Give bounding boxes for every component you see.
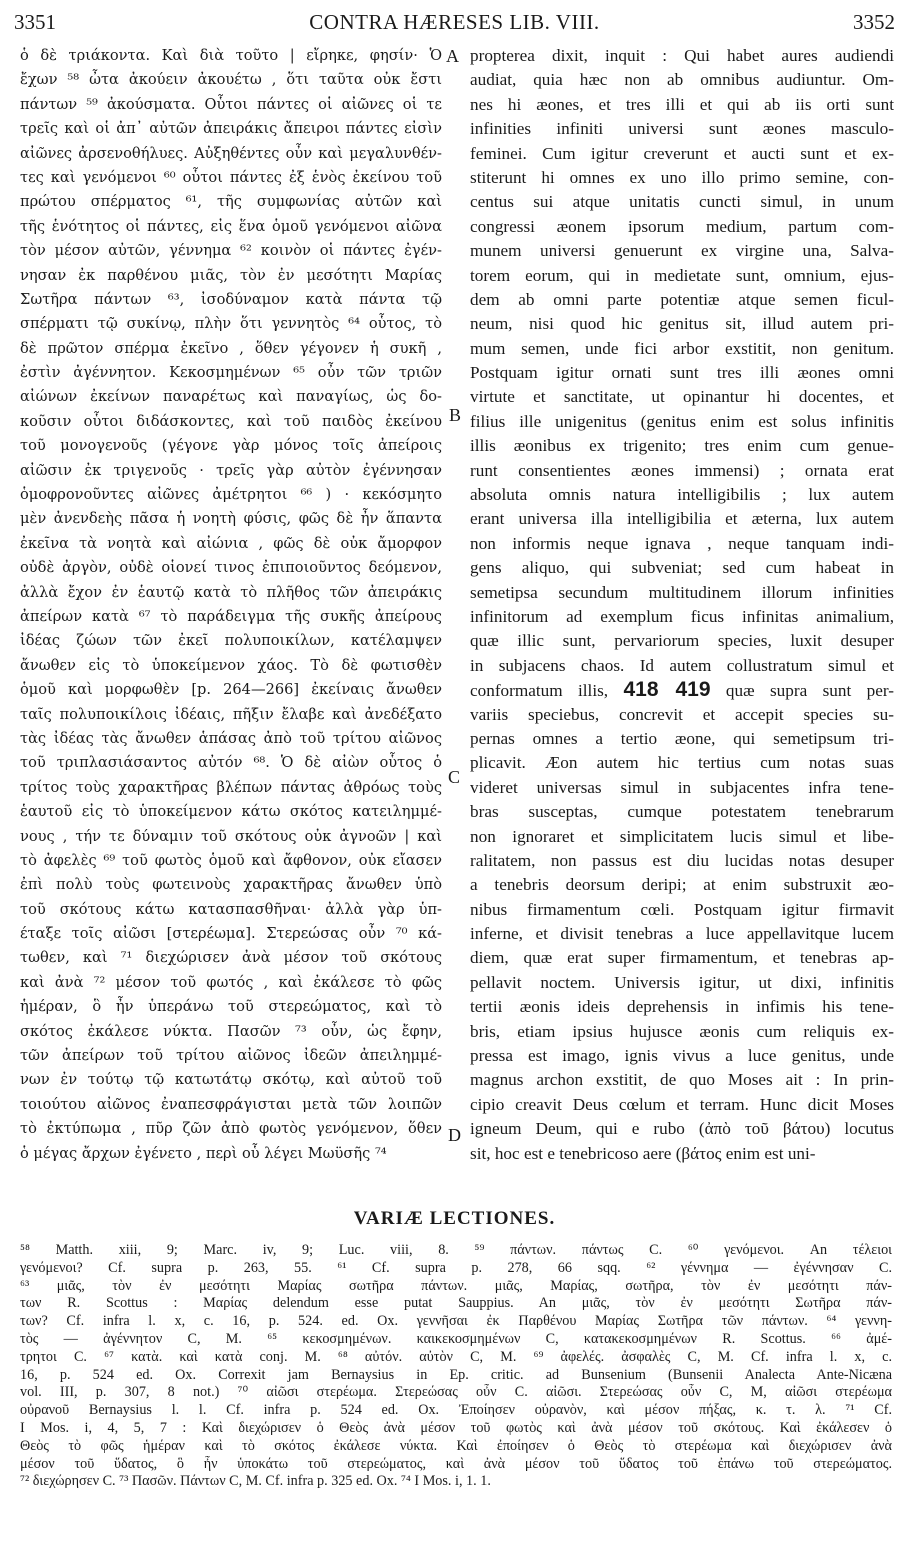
latin-text-line: inferne, et divisit tenebras a luce appellavitque lucem: [470, 924, 894, 944]
variant-note-line: των? Cf. infra l. x, c. 16, p. 524. ed. Ox. γεννῆσαι ἐκ Παρθένου Μαρίας Σωτῆρα τῶν πάντων. ⁶⁴ γεννη-: [20, 1313, 892, 1330]
greek-text-line: νων ἐν τούτῳ τῷ κατωτάτῳ σκότῳ, καὶ αὐτοῦ τοῦ: [20, 1071, 442, 1089]
latin-text-line: quæ illic sunt, pervariorum species, luxit desuper: [470, 631, 894, 651]
greek-text-line: τωθεν, καὶ ⁷¹ διεχώρισεν ἀνὰ μέσον τοῦ σκότους: [20, 949, 442, 967]
greek-text-line: έταξε τοῖς αἰῶσι [στερέωμα]. Στερεώσας οὖν ⁷⁰ κά-: [20, 925, 442, 943]
variae-lectiones-title: VARIÆ LECTIONES.: [353, 1208, 556, 1229]
greek-text-line: τοῦ τριπλασιάσαντος αὐτόν ⁶⁸. Ὁ δὲ αἰὼν οὗτος ὁ: [20, 754, 442, 772]
variant-note-line: vol. III, p. 307, 8 not.) ⁷⁰ αἰῶσι στερέωμα. Στερεώσας οὖν C. αἰῶσι. Στερεώσας οὖν C, M, αἰῶσι στερέωμα: [20, 1384, 892, 1401]
latin-text-line: semetipsa secundum multitudinem illorum infinities: [470, 582, 894, 602]
latin-text-line: variis speciebus, concrevit et accepit species su-: [470, 704, 894, 724]
latin-text-line: infinities infiniti universi sunt æones masculo-: [470, 119, 894, 139]
column-marker-d: D: [448, 1125, 461, 1145]
greek-text-line: τὸ ἐκτύπωμα , πῦρ ζῶν ἀπὸ φωτὸς γενόμενον, ὅθεν: [20, 1120, 442, 1138]
latin-text-line: audiat, quia hæc non ab omnibus audiuntur. Om-: [470, 70, 894, 90]
latin-text-column: [470, 44, 894, 1184]
greek-text-line: τρίτος τοὺς χαρακτῆρας βλέπων πάντας ἀθρόως τοὺς: [20, 778, 442, 796]
latin-text-line: centus sui atque unitatis cuncti simul, in unum: [470, 192, 894, 212]
running-title: CONTRA HÆRESES LIB. VIII.: [309, 10, 600, 34]
greek-text-line: Σωτῆρα πάντων ⁶³, ἰσοδύναμον κατὰ πάντα τῷ: [20, 290, 442, 308]
latin-text-line: Postquam igitur ornati sunt tres illi æones omni: [470, 363, 894, 383]
latin-text-line: igneum Deum, qui e rubo (ἀπὸ τοῦ βάτου) locutus: [470, 1119, 894, 1139]
latin-text-line: congressi æonem ipsorum medium, partum com-: [470, 216, 894, 236]
variant-note-line: I Mos. i, 4, 5, 7 : Καὶ διεχώρισεν ὁ Θεὸς ἀνὰ μέσον τοῦ φωτὸς καὶ ἀνὰ μέσον τοῦ σκότους. Καὶ ἐκάλεσεν ὁ: [20, 1419, 892, 1436]
column-marker-b: B: [449, 405, 462, 425]
page-number-right: 3352: [853, 10, 895, 34]
greek-text-line: οὐδὲ ἀργὸν, οὐδὲ οἱονεί τινος ἐπιποιοῦντος δεόμενον,: [20, 559, 442, 577]
latin-text-line: absoluta omnis natura intelligibilis ; lux autem: [470, 485, 894, 505]
variant-note-line: Θεὸς τὸ φῶς ἡμέραν καὶ τὸ σκότος ἐκάλεσε νύκτα. Καὶ ἐποίησεν ὁ Θεὸς τὸ στερέωμα καὶ διεχώρισεν ἀνὰ: [20, 1437, 892, 1454]
greek-text-line: ἄνωθεν εἰς τὸ ὑποκείμενον χάος. Τὸ δὲ φωτισθὲν: [20, 656, 442, 674]
variant-note-line: των R. Scottus : Μαρίας delendum esse putat Sauppius. An μιᾶς, τὸν ἐν μεσότητι Σωτῆρα πάν-: [20, 1295, 892, 1312]
greek-text-line: νησαν ἐκ παρθένου μιᾶς, τὸν ἐν μεσότητι Μαρίας: [20, 266, 442, 284]
variae-lectiones-notes: [20, 1242, 892, 1491]
running-header: [14, 10, 895, 36]
greek-text-line: ἀπείρων κατὰ ⁶⁷ τὸ παράδειγμα τῆς συκῆς ἀπείρους: [20, 607, 442, 625]
greek-text-line: καὶ ἀνὰ ⁷² μέσον τοῦ φωτός , καὶ ἐκάλεσε τὸ φῶς: [20, 973, 442, 991]
latin-text-line: munem universi genuerunt ex virgine una, Salva-: [470, 241, 894, 261]
greek-text-line: ἐστὶν ἀγέννητον. Κεκοσμημένων ⁶⁵ οὖν τῶν τριῶν: [20, 364, 442, 382]
latin-text-line: infinitorum ad exemplum ficus infinitas animalium,: [470, 606, 894, 626]
latin-text-line: diem, quæ erat super firmamentum, et tenebras ap-: [470, 948, 894, 968]
latin-text-line: nes hi æones, et tres illi et qui ab iis orti sunt: [470, 94, 894, 114]
latin-text-line: pellavit noctem. Universis igitur, ut dixi, infinitis: [470, 972, 894, 992]
variant-note-line: οὐρανοῦ Bernaysius l. l. Cf. infra p. 524 ed. Ox. Ἐποίησεν οὐρανὸν, καὶ μέσον πήξας, κ. τ. λ. ⁷¹ Cf.: [20, 1402, 892, 1419]
variant-note-line: ⁵⁸ Matth. xiii, 9; Marc. iv, 9; Luc. viii, 8. ⁵⁹ πάντων. πάντως C. ⁶⁰ γενόμενοι. An τέλειοι: [20, 1242, 892, 1258]
greek-text-line: τῶν ἀπείρων τοῦ τρίτου αἰῶνος ἰδεῶν ἀπειλημμέ-: [20, 1047, 442, 1065]
greek-text-line: ἔχων ⁵⁸ ὦτα ἀκούειν ἀκουέτω , ὅτι ταῦτα οὐκ ἔστι: [20, 71, 442, 89]
greek-text-line: τοῦ σκότους κάτω κατασπασθῆναι· ἀλλὰ γὰρ ὑπ-: [20, 900, 442, 918]
latin-text-line: gens aliquo, qui subveniat; sed cum habeat in: [470, 558, 894, 578]
greek-text-line: ἐπὶ πολὺ τοὺς φωτεινοὺς χαρακτῆρας ἄνωθεν ὑπὸ: [20, 876, 442, 894]
variant-note-line: ⁷² διεχώρησεν C. ⁷³ Πασῶν. Πάντων C, M. Cf. infra p. 325 ed. Ox. ⁷⁴ I Mos. i, 1. 1.: [20, 1473, 491, 1490]
greek-text-line: τρεῖς καὶ οἱ ἀπ᾽ αὐτῶν ἀπειράκις ἄπειροι πάντες εἰσὶν: [20, 120, 442, 138]
greek-text-line: τὰς ἰδέας τὰς ἄνωθεν ἁπάσας ἀπὸ τοῦ τρίτου αἰῶνος: [20, 729, 442, 747]
column-marker-a: A: [446, 46, 459, 66]
greek-text-line: ἰδέας ζώων τῶν ἐκεῖ πολυποικίλων, κατέλαμψεν: [20, 632, 442, 650]
latin-text-line: cipio creavit Deus cœlum et terram. Hunc dicit Moses: [470, 1094, 894, 1114]
latin-text-line: pernas omnes a tertio æone, qui semetipsum tri-: [470, 728, 894, 748]
latin-text-line: filius ille unigenitus (genitus enim est solus infinitis: [470, 411, 894, 431]
greek-text-line: πάντων ⁵⁹ ἀκούσματα. Οὗτοι πάντες οἱ αἰῶνες οἱ τε: [20, 95, 442, 113]
greek-text-line: ταῖς πολυποικίλοις ἰδέαις, πῆξιν ἔλαβε καὶ ἀνεδέξατο: [20, 705, 442, 723]
greek-text-column: [20, 44, 442, 1184]
greek-text-line: ἀλλὰ ἔχον ἐν ἑαυτῷ κατὰ τὸ πλῆθος τῶν ἀπειράκις: [20, 583, 442, 601]
variant-note-line: 16, p. 524 ed. Ox. Correxit jam Bernaysius in Ep. critic. ad Bunsenium (Bunsenii Analecta Ante-Nicæna: [20, 1366, 892, 1383]
latin-text-line: bris, etiam ipsius hujusce æonis cum reliquis ex-: [470, 1021, 894, 1041]
greek-text-line: αἰῶνες ἀρσενοθήλυες. Αὐξηθέντες οὖν καὶ μεγαλυνθέν-: [20, 144, 442, 162]
latin-text-line: non ignoraret et simplicitatem lucis simul et libe-: [470, 826, 894, 846]
greek-text-line: μὲν ἀνενδεὴς πᾶσα ἡ νοητὴ φύσις, φῶς δὲ ἦν ἅπαντα: [20, 510, 442, 528]
latin-text-line: pressa est imago, ignis vivus a luce genitus, unde: [470, 1046, 894, 1066]
greek-text-line: αἰῶσιν ἐκ τριγενοῦς · τρεῖς γὰρ αὐτὸν ἐγέννησαν: [20, 461, 442, 479]
greek-text-line: κοῦσιν οὗτοι διδάσκοντες, καὶ τοῦ παιδὸς ἐκείνου: [20, 412, 442, 430]
greek-text-line: ὁ δὲ τριάκοντα. Καὶ διὰ τοῦτο | εἴρηκε, φησίν· Ὁ: [20, 47, 442, 64]
greek-text-line: σπέρματι τῷ συκίνῳ, πλὴν ὅτι γεννητὸς ⁶⁴ οὗτος, τὸ: [20, 315, 442, 333]
latin-text-line: feminei. Cum igitur creverunt et aucti sunt et ex-: [470, 143, 894, 163]
latin-text-line: neum, nisi quod hic genitus sit, illud autem pri-: [470, 314, 894, 334]
column-marker-c: C: [448, 767, 461, 787]
latin-text-line: plicavit. Æon autem hic tertius cum notas suas: [470, 753, 894, 773]
latin-text-line: in subjacens chaos. Id autem collustratum simul et: [470, 655, 894, 675]
variant-note-line: γενόμενοι? Cf. supra p. 263, 55. ⁶¹ Cf. supra p. 278, 66 sqq. ⁶² γέννημα — ἐγέννησαν C.: [20, 1259, 892, 1276]
greek-text-line: ὁ μέγας ἄρχων ἐγένετο , περὶ οὗ λέγει Μωϋσῆς ⁷⁴: [20, 1144, 387, 1162]
greek-text-line: τες καὶ γενόμενοι ⁶⁰ οὗτοι πάντες ἐξ ἑνὸς ἐκείνου τοῦ: [20, 168, 442, 186]
greek-text-line: σκότος ἐκάλεσε νύκτα. Πασῶν ⁷³ οὖν, ὡς ἔφην,: [20, 1022, 442, 1040]
greek-text-line: ἐκεῖνα τὰ νοητὰ καὶ αἰώνια , φῶς δὲ οὐκ ἄμορφον: [20, 534, 442, 552]
latin-text-line: a tenebris deorsum deripi; at enim substruxit æo-: [470, 875, 894, 895]
greek-text-line: τοῦ μονογενοῦς (γέγονε γὰρ μόνος τοῖς ἀπείροις: [20, 437, 442, 455]
latin-text-line: stiterunt hi omnes ex uno illo primo semine, con-: [470, 167, 894, 187]
greek-text-line: τὸ ἀφελὲς ⁶⁹ τοῦ φωτὸς ὁμοῦ καὶ ἄφθονον, οὐκ εἴασεν: [20, 851, 442, 869]
greek-text-line: τοιούτου αἰῶνος ἐναπεσφράγισται μετὰ τῶν λοιπῶν: [20, 1095, 442, 1113]
greek-text-line: ἡμέραν, ὃ ἦν ὑπεράνω τοῦ στερεώματος, καὶ τὸ: [20, 998, 442, 1016]
latin-text-line: sit, hoc est e tenebricoso aere (βάτος enim est uni-: [470, 1143, 816, 1163]
latin-text-line: propterea dixit, inquit : Qui habet aures audiendi: [470, 46, 894, 65]
variant-note-line: τρητοι C. ⁶⁷ κατὰ. καὶ κατὰ conj. M. ⁶⁸ αὐτόν. αὐτὸν C, M. ⁶⁹ ἀφελές. ἀσφαλὲς C, M. Cf. infra l. x, c.: [20, 1348, 892, 1365]
variant-note-line: τὸς — ἀγέννητον C, M. ⁶⁵ κεκοσμημένων. καικεκοσμημένων C, κατακεκοσμημένων R. Scottus. ⁶⁶ ἀμέ-: [20, 1330, 892, 1347]
greek-text-line: ἑαυτοῦ εἰς τὸ ὑποκείμενον κάτω σκότος κατειλημμέ-: [20, 803, 442, 821]
greek-text-line: τῆς ἑνότητος οἱ πάντες, εἰς ἕνα ὁμοῦ γενόμενοι αἰῶνα: [20, 217, 442, 235]
folio-marker: 418 419: [623, 678, 711, 702]
greek-text-line: τὸν μέσον αὐτῶν, γέννημα ⁶² κοινὸν οἱ πάντες ἐγέν-: [20, 242, 442, 260]
greek-text-line: δὲ πρῶτον σπέρμα ἐκεῖνο , ὅθεν γέγονεν ἡ συκῆ ,: [20, 339, 442, 357]
latin-text-line: runt consentientes æones immensi) ; ornata erat: [470, 460, 894, 480]
latin-text-line: conformatum illis, 418 419 quæ supra sunt per-: [470, 678, 894, 702]
latin-text-line: nibus firmamentum cœli. Postquam igitur firmavit: [470, 899, 894, 919]
latin-text-line: magnus archon exstitit, de quo Moses ait : In prin-: [470, 1070, 894, 1090]
greek-text-line: πρώτου σπέρματος ⁶¹, τῆς συμφωνίας αὐτῶν καὶ: [20, 193, 442, 211]
latin-text-line: mum semen, unde fici arbor exstitit, non genitum.: [470, 338, 894, 358]
latin-text-line: dem ab omni parte potentiæ atque semen ficul-: [470, 289, 894, 309]
latin-text-line: illis æonibus ex trigenito; tres enim cum genue-: [470, 436, 894, 456]
latin-text-line: ralitatem, non passus est diu lucidas notas desuper: [470, 850, 894, 870]
latin-text-line: non informis neque ignava , neque tanquam indi-: [470, 533, 894, 553]
greek-text-line: ὁμοφρονοῦντες αἰῶνες ἀμέτρητοι ⁶⁶ ) · κεκόσμητο: [20, 486, 442, 504]
variant-note-line: μέσον τοῦ ὕδατος, ὃ ἦν ὑποκάτω τοῦ στερεώματος, καὶ ἀνὰ μέσον τοῦ ὕδατος τοῦ ἐπάνω τοῦ στερεώματος.: [20, 1455, 892, 1472]
latin-text-line: videret universas simul in subjacentes infra tene-: [470, 777, 894, 797]
latin-text-line: torem eorum, qui in medietate sunt, omnium, ejus-: [470, 265, 894, 285]
page-number-left: 3351: [14, 10, 56, 34]
greek-text-line: αἰώνων ἐκείνων παναρέτως καὶ παναγίως, ὡς δο-: [20, 388, 442, 406]
latin-text-line: erant universa illa intelligibilia et æterna, lux autem: [470, 509, 894, 529]
latin-text-line: tertii æonis ideis deprehensis in infimis his tene-: [470, 997, 894, 1017]
variant-note-line: ⁶³ μιᾶς, τὸν ἐν μεσότητι Μαρίας σωτῆρα πάντων. μιᾶς, Μαρίας, σωτῆρα, τὸν ἐν μεσότητι πάν-: [20, 1277, 892, 1294]
greek-text-line: νους , τήν τε δύναμιν τοῦ σκότους οὐκ ἀγνοῶν | καὶ: [20, 827, 442, 845]
latin-text-line: virtute et sanctitate, ut opinantur hi docentes, et: [470, 387, 894, 407]
latin-text-line: bras susceptas, cumque potestatem tenebrarum: [470, 802, 894, 822]
greek-text-line: ὁμοῦ καὶ μορφωθὲν [p. 264—266] ἐκείναις ἄνωθεν: [20, 681, 442, 699]
